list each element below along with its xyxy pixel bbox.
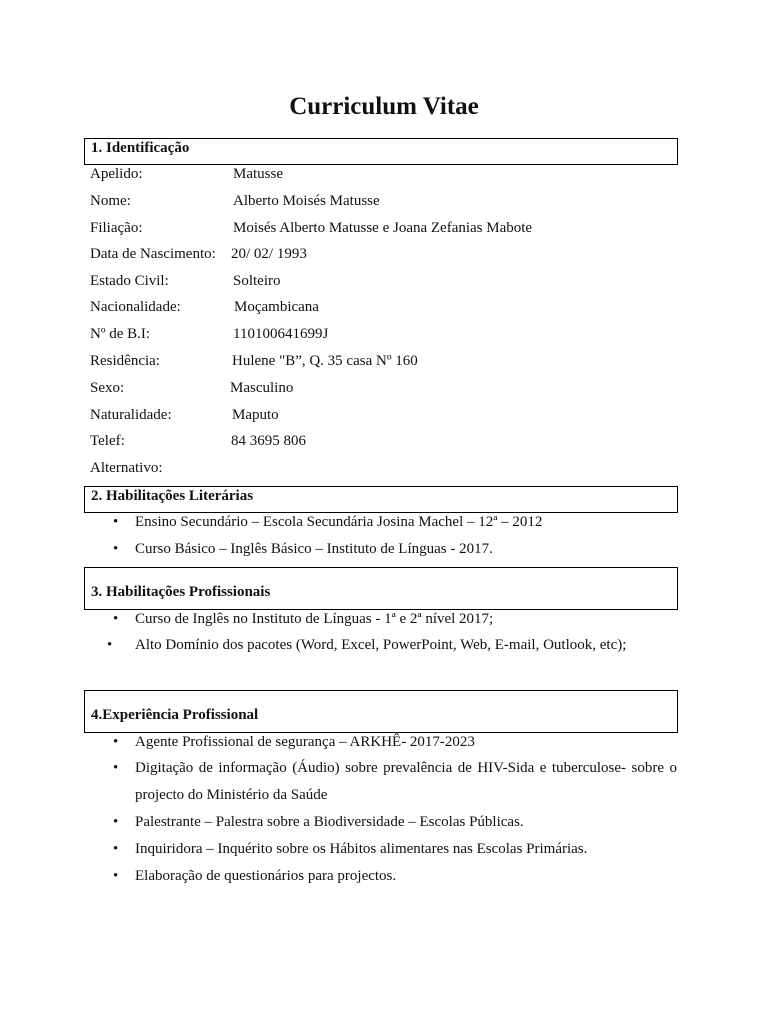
list-item-text: Palestrante – Palestra sobre a Biodiversidade – Escolas Públicas.	[135, 814, 524, 830]
field-value: 84 3695 806	[231, 433, 306, 449]
field-value: Masculino	[230, 380, 294, 396]
field-value: 20/ 02/ 1993	[231, 246, 307, 262]
section-heading-label: 2. Habilitações Literárias	[91, 488, 254, 504]
list-item	[113, 609, 494, 629]
bullet-icon: •	[113, 541, 119, 557]
section-heading-label: 3. Habilitações Profissionais	[91, 584, 271, 600]
field-value: Hulene "B”, Q. 35 casa Nº 160	[232, 353, 418, 369]
field-label: Telef:	[90, 433, 125, 449]
bullet-icon: •	[113, 760, 119, 776]
list-item-text: Digitação de informação (Áudio) sobre prevalência de HIV-Sida e tuberculose- sobre o projecto do Ministério da Saúde	[135, 760, 677, 803]
section-heading-profissionais	[84, 567, 678, 610]
field-value: Alberto Moisés Matusse	[233, 193, 380, 209]
page-title: Curriculum Vitae	[289, 93, 479, 120]
bullet-icon: •	[113, 514, 119, 530]
field-label: Alternativo:	[90, 460, 163, 476]
section-heading-label: 1. Identificação	[91, 140, 190, 156]
field-label: Nacionalidade:	[90, 299, 181, 315]
field-label: Sexo:	[90, 380, 125, 396]
list-item-text: Curso de Inglês no Instituto de Línguas - 1ª e 2ª nível 2017;	[135, 611, 494, 627]
section-heading-label: 4.Experiência Profissional	[91, 707, 259, 723]
field-label: Naturalidade:	[90, 407, 172, 423]
field-label: Estado Civil:	[90, 273, 169, 289]
list-item	[113, 512, 543, 532]
field-label: Nº de B.I:	[90, 326, 151, 342]
list-item	[113, 866, 397, 886]
list-item-text: Elaboração de questionários para projectos.	[135, 868, 397, 884]
list-item-text: Curso Básico – Inglês Básico – Instituto de Línguas - 2017.	[135, 541, 493, 557]
field-value: Maputo	[232, 407, 279, 423]
field-label: Data de Nascimento:	[90, 246, 216, 262]
section-heading-identificacao	[84, 138, 678, 165]
list-item	[107, 635, 627, 655]
field-label: Nome:	[90, 193, 131, 209]
bullet-icon: •	[113, 841, 119, 857]
bullet-icon: •	[113, 814, 119, 830]
field-value: Moisés Alberto Matusse e Joana Zefanias Mabote	[233, 220, 533, 236]
field-value: Moçambicana	[234, 299, 319, 315]
list-item	[113, 755, 677, 809]
field-label: Residência:	[90, 353, 160, 369]
section-heading-experiencia	[84, 690, 678, 733]
bullet-icon: •	[113, 868, 119, 884]
list-item	[113, 732, 475, 752]
field-label: Apelido:	[90, 166, 143, 182]
list-item	[113, 539, 493, 559]
section-heading-literarias	[84, 486, 678, 513]
field-label: Filiação:	[90, 220, 143, 236]
list-item-text: Agente Profissional de segurança – ARKHÊ- 2017-2023	[135, 734, 475, 750]
bullet-icon: •	[113, 611, 119, 627]
list-item-text: Inquiridora – Inquérito sobre os Hábitos alimentares nas Escolas Primárias.	[135, 841, 588, 857]
list-item-text: Ensino Secundário – Escola Secundária Josina Machel – 12ª – 2012	[135, 514, 543, 530]
field-value: Solteiro	[233, 273, 281, 289]
list-item	[113, 812, 524, 832]
list-item	[113, 839, 588, 859]
field-value: Matusse	[233, 166, 283, 182]
field-value: 110100641699J	[233, 326, 329, 342]
bullet-icon: •	[113, 734, 119, 750]
list-item-text: Alto Domínio dos pacotes (Word, Excel, PowerPoint, Web, E-mail, Outlook, etc);	[135, 637, 627, 653]
bullet-icon: •	[107, 637, 113, 653]
